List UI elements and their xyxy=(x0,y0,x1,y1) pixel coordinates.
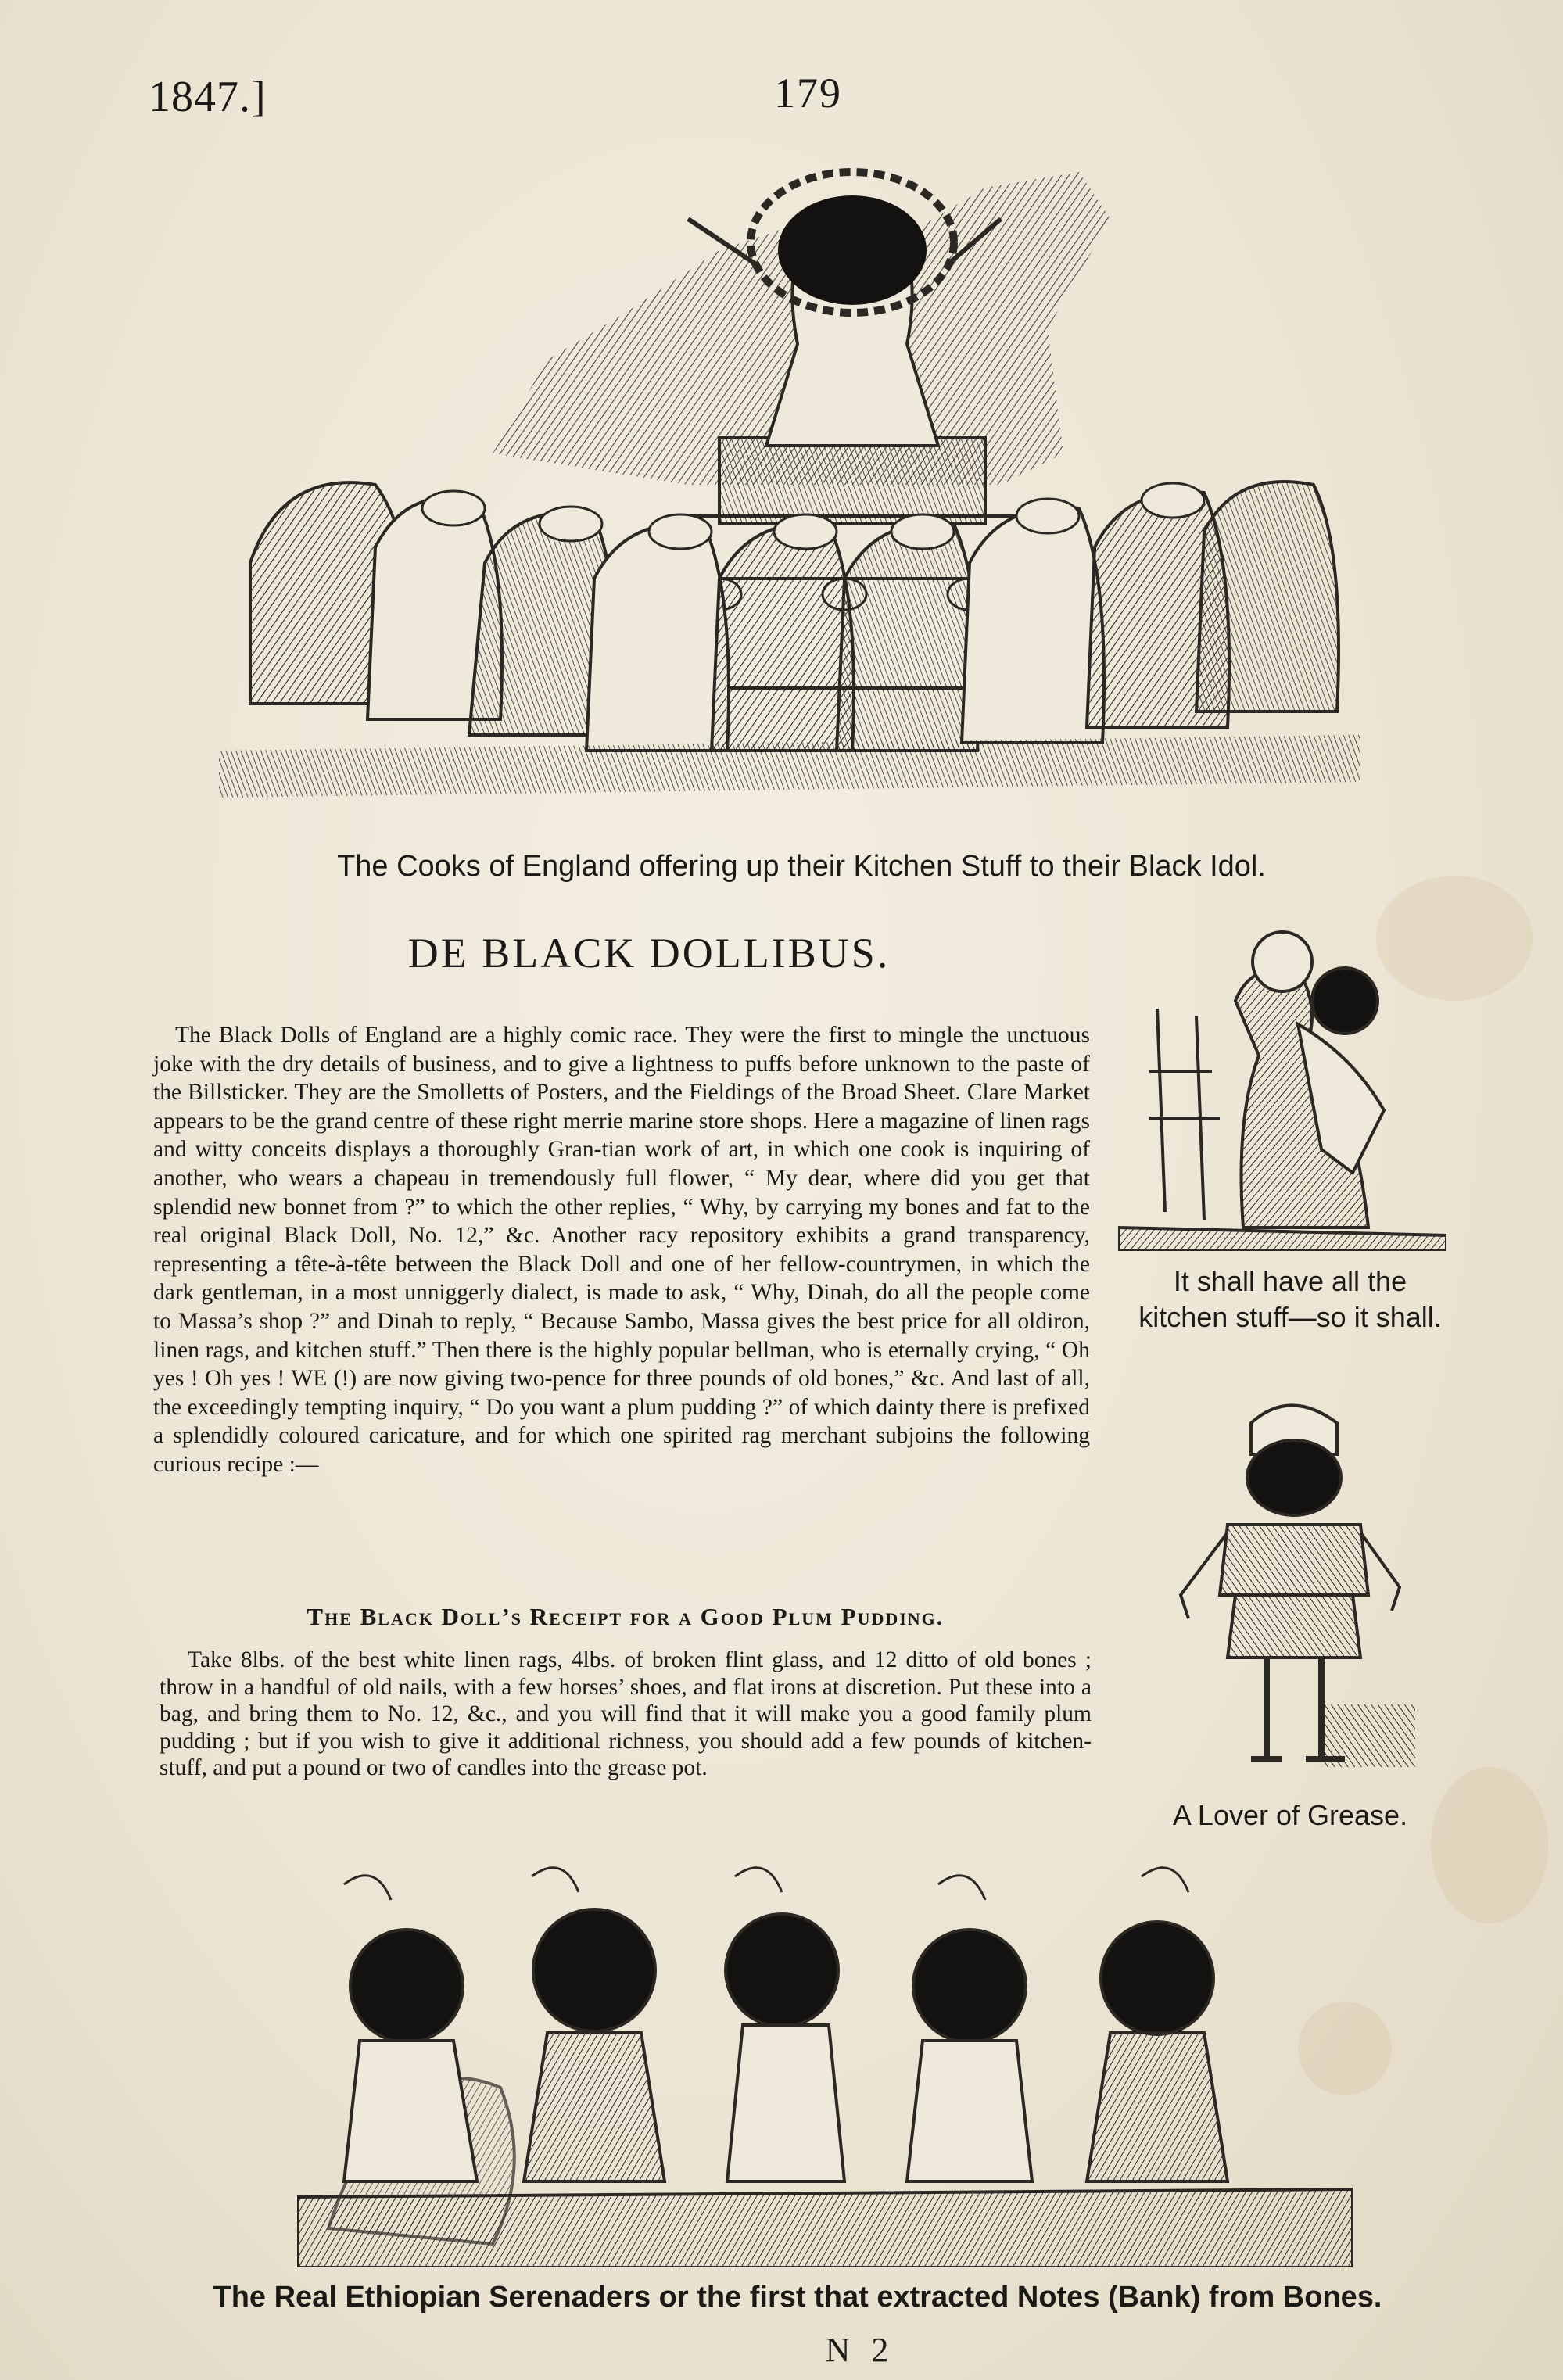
article-title: DE BLACK DOLLIBUS. xyxy=(407,930,891,977)
paper-stain xyxy=(1431,1767,1548,1923)
signature-mark: N 2 xyxy=(825,2331,895,2369)
caption-right-illustration-2: A Lover of Grease. xyxy=(1172,1799,1408,1831)
article-body: The Black Dolls of England are a highly comic race. They were the first to mingle the unctuous joke with the dry details of business, and to give a lightness to puffs before unknown to the paste of the Billsticker. They are the Smolletts of Posters, and the Fieldings of the Broad Sheet. Clare Market appears to be the grand centre of these right merrie marine store shops. Here a magazine of linen rags and witty conceits displays a thoroughly Gran-tian work of art, in which one cook is inquiring of another, who wears a chapeau in tremendously full flower, “ My dear, where did you get that splendid new bonnet from ?” to which the other replies, “ Why, by carrying my bones and fat to the real original Black Doll, No. 12,” &c. Another racy repository exhibits a grand transparency, representing a tête-à-tête between the Black Doll and one of her fellow-countrymen, in which the dark gentleman, in a most unniggerly dialect, is made to ask, “ Why, Dinah, do all the people come to Massa’s shop ?” and Dinah to reply, “ Because Sambo, Massa gives the best price for all oldiron, linen rags, and kitchen stuff.” Then there is the highly popular bellman, who is eternally crying, “ Oh yes ! Oh yes ! WE (!) are now giving two-pence for three pounds of old bones,” &c. And last of all, the exceedingly tempting inquiry, “ Do you want a plum pudding ?” of which dainty there is prefixed a splendidly coloured caricature, and for which one spirited rag merchant subjoins the following curious recipe :— xyxy=(153,1023,1090,1477)
receipt-heading: The Black Doll’s Receipt for a Good Plum Pudding. xyxy=(307,1603,945,1630)
header-year: 1847.] xyxy=(149,73,267,121)
receipt-body: Take 8lbs. of the best white linen rags, 4lbs. of broken flint glass, and 12 ditto of old bones ; throw in a handful of old nails, with a few horses’ shoes, and flat irons at discretion. Put these into a bag, and bring them to No. 12, &c., and you will find that it will make you a good family plum pudding ; but if you wish to give it additional richness, you should add a few pounds of kitchen-stuff, and put a pound or two of candles into the grease pot. xyxy=(160,1647,1092,1780)
illustration-cooks-and-idol xyxy=(219,156,1360,829)
illustration-woman-holding-doll xyxy=(1118,915,1446,1251)
caption-top-illustration: The Cooks of England offering up their Kitchen Stuff to their Black Idol. xyxy=(337,850,1266,883)
illustration-ethiopian-serenaders xyxy=(297,1853,1353,2267)
caption-right-illustration-1: It shall have all the kitchen stuff—so it shall. xyxy=(1138,1265,1442,1334)
header-page-number: 179 xyxy=(774,70,842,116)
illustration-lover-of-grease xyxy=(1165,1392,1423,1783)
caption-bottom-illustration: The Real Ethiopian Serenaders or the first that extracted Notes (Bank) from Bones. xyxy=(213,2281,1382,2314)
